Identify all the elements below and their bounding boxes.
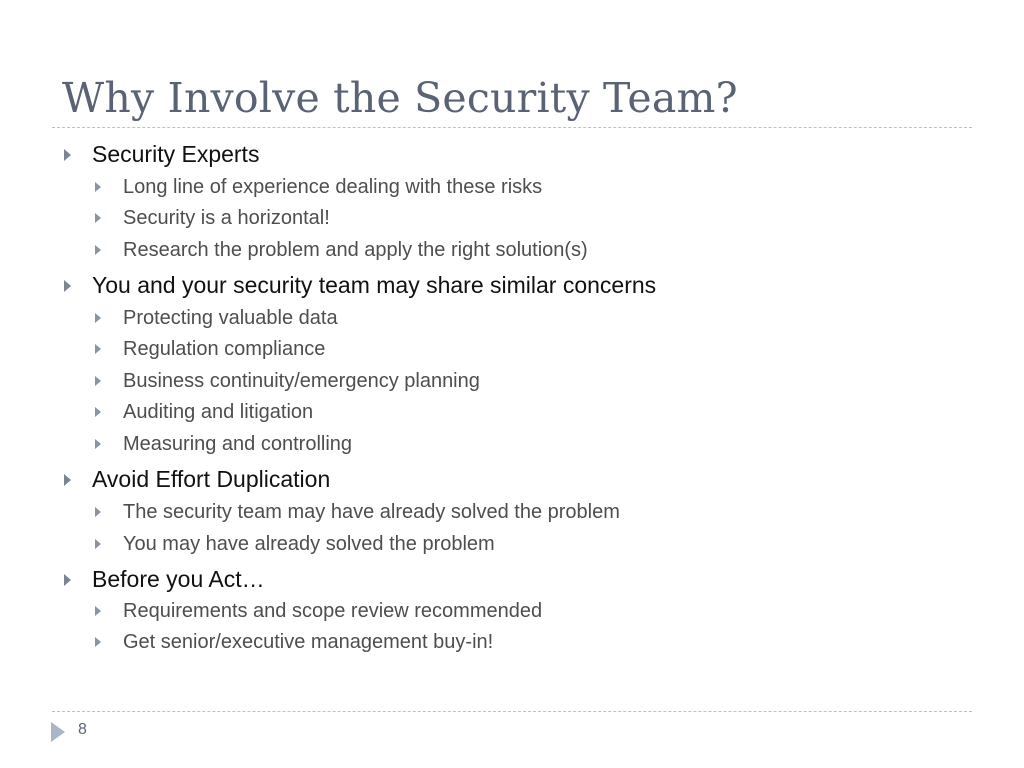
bullet-item: [123, 629, 493, 655]
triangle-bullet-icon: [95, 182, 101, 192]
triangle-bullet-icon: [95, 507, 101, 517]
bullet-item: [123, 305, 338, 331]
bullet-item: [123, 399, 313, 425]
triangle-bullet-icon: [95, 313, 101, 323]
bullet-item: [123, 499, 620, 525]
bullet-item-text: You may have already solved the problem: [123, 533, 495, 555]
bullet-item-text: Security is a horizontal!: [123, 207, 330, 229]
bullet-heading: [92, 465, 330, 493]
page-number: 8: [78, 721, 87, 738]
bullet-item: [123, 174, 542, 200]
triangle-bullet-icon: [95, 606, 101, 616]
triangle-bullet-icon: [95, 539, 101, 549]
bullet-item: [123, 205, 330, 231]
triangle-bullet-icon: [95, 407, 101, 417]
bullet-item: [123, 531, 495, 557]
bullet-item-text: Regulation compliance: [123, 338, 326, 360]
triangle-bullet-icon: [64, 280, 71, 292]
bullet-heading: [92, 140, 259, 168]
triangle-bullet-icon: [64, 474, 71, 486]
bullet-item: [123, 598, 542, 624]
bullet-item-text: Business continuity/emergency planning: [123, 370, 480, 392]
footer-divider: [52, 711, 972, 712]
bullet-item-text: The security team may have already solved the problem: [123, 501, 620, 523]
bullet-heading-text: You and your security team may share similar concerns: [92, 272, 657, 298]
bullet-item: [123, 336, 325, 362]
bullet-heading: [92, 565, 265, 593]
triangle-bullet-icon: [95, 439, 101, 449]
triangle-bullet-icon: [64, 574, 71, 586]
bullet-item: [123, 368, 480, 394]
bullet-item: [123, 431, 352, 457]
bullet-heading: [92, 271, 656, 299]
bullet-heading-text: Security Experts: [92, 141, 260, 167]
bullet-item-text: Auditing and litigation: [123, 401, 314, 423]
triangle-bullet-icon: [95, 637, 101, 647]
triangle-footer-icon: [51, 722, 65, 742]
slide-title: Why Involve the Security Team?: [62, 74, 738, 122]
bullet-item-text: Long line of experience dealing with these risks: [123, 176, 543, 198]
triangle-bullet-icon: [95, 344, 101, 354]
bullet-item-text: Measuring and controlling: [123, 433, 353, 455]
bullet-item-text: Get senior/executive management buy-in!: [123, 631, 494, 653]
bullet-heading-text: Avoid Effort Duplication: [92, 466, 331, 492]
bullet-heading-text: Before you Act…: [92, 566, 265, 592]
triangle-bullet-icon: [95, 213, 101, 223]
triangle-bullet-icon: [95, 376, 101, 386]
bullet-item-text: Research the problem and apply the right solution(s): [123, 239, 588, 261]
bullet-item: [123, 237, 588, 263]
triangle-bullet-icon: [95, 245, 101, 255]
triangle-bullet-icon: [64, 149, 71, 161]
bullet-item-text: Requirements and scope review recommended: [123, 600, 543, 622]
bullet-item-text: Protecting valuable data: [123, 307, 338, 329]
